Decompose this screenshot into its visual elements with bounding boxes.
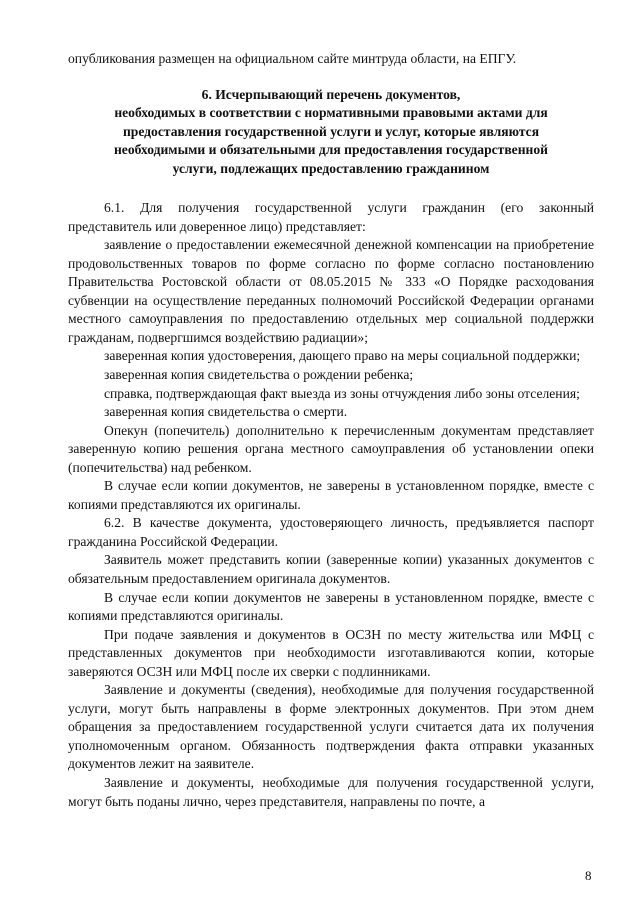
paragraph: справка, подтверждающая факт выезда из зоны отчуждения либо зоны отселения; <box>104 385 580 401</box>
paragraph: заявление о предоставлении ежемесячной денежной компенсации на приобретение продовольственных товаров по форме согласно по форме согласно постановлению Правительства Ростовской области от 08.05.2015 № 333 «О Порядке расходования субвенции на осуществление переданных полномочий Российской Федерации органами местного самоуправления по предоставлению отдельных мер социальной поддержки гражданам, подвергшимся воздействию радиации»; <box>68 237 594 345</box>
paragraph: Опекун (попечитель) дополнительно к перечисленным документам представляет заверенную копию решения органа местного самоуправления об установлении опеки (попечительства) над ребенком. <box>68 422 594 475</box>
paragraph: заверенная копия свидетельства о рождении ребенка; <box>104 366 414 382</box>
section-title-line: необходимыми и обязательными для предоставления государственной <box>113 142 549 158</box>
lead-text: опубликования размещен на официальном сайте минтруда области, на ЕПГУ. <box>68 51 517 66</box>
paragraph: заверенная копия свидетельства о смерти. <box>104 404 348 420</box>
section-title-line: предоставления государственной услуги и услуг, которые являются <box>122 123 540 139</box>
section-title-line: услуги, подлежащих предоставлению гражданином <box>172 160 490 176</box>
paragraph: заверенная копия удостоверения, дающего право на меры социальной поддержки; <box>104 348 581 364</box>
paragraph: 6.2. В качестве документа, удостоверяющего личность, предъявляется паспорт гражданина Российской Федерации. <box>68 515 594 549</box>
paragraph: При подаче заявления и документов в ОСЗН по месту жительства или МФЦ с представленных документов при необходимости изготавливаются копии, которые заверяются ОСЗН или МФЦ после их сверки с подлинниками. <box>68 626 594 679</box>
paragraph: В случае если копии документов не заверены в установленном порядке, вместе с копиями представляются оригиналы. <box>68 589 594 624</box>
paragraph: Заявление и документы, необходимые для получения государственной услуги, могут быть поданы лично, через представителя, направлены по почте, а <box>68 775 594 809</box>
section-title <box>68 86 594 179</box>
section-title-line: 6. Исчерпывающий перечень документов, <box>201 86 461 102</box>
section-title-line: необходимых в соответствии с нормативными правовыми актами для <box>114 105 548 121</box>
paragraph: 6.1. Для получения государственной услуги гражданин (его законный представитель или доверенное лицо) представляет: <box>68 200 594 234</box>
page-content <box>68 50 594 811</box>
paragraph: Заявитель может представить копии (заверенные копии) указанных документов с обязательным предоставлением оригинала документов. <box>68 552 594 586</box>
paragraph: В случае если копии документов, не заверены в установленном порядке, вместе с копиями представляются их оригиналы. <box>68 478 594 512</box>
page-number: 8 <box>585 868 592 883</box>
paragraph: Заявление и документы (сведения), необходимые для получения государственной услуги, могут быть направлены в форме электронных документов. При этом днем обращения за предоставлением государственной услуги считается дата их получения уполномоченным органом. Обязанность подтверждения факта отправки указанных документов лежит на заявителе. <box>68 682 594 772</box>
